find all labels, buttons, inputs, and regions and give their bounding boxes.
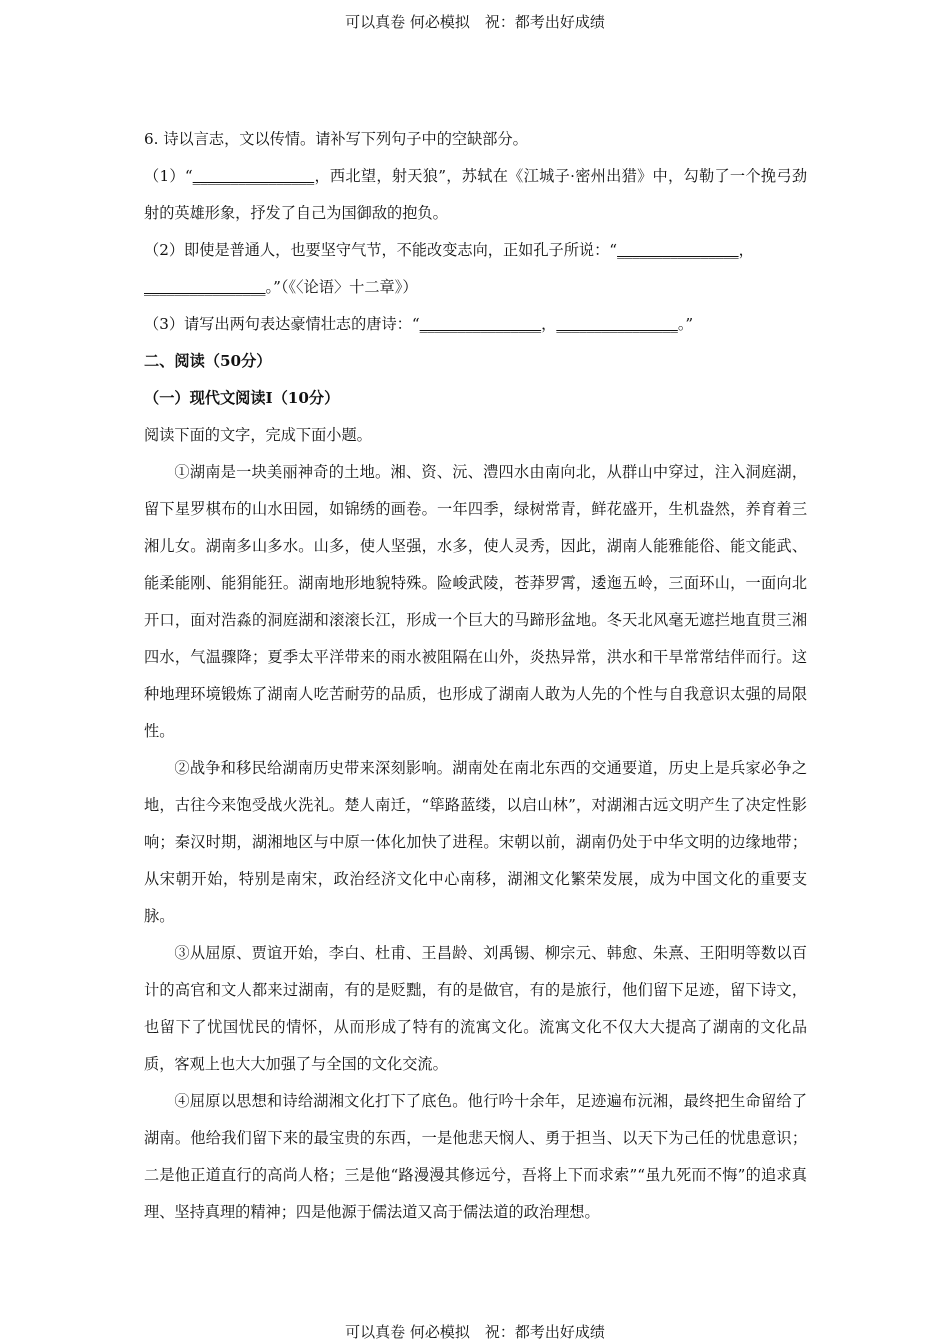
q6-p2-blank-2: ________________: [144, 278, 266, 296]
page-footer: 可以真卷 何必模拟 祝：都考出好成绩: [345, 1323, 605, 1341]
q6-p3-text: （3）请写出两句表达豪情壮志的唐诗：“: [144, 315, 420, 333]
q6-p1-prefix: （1）“: [144, 167, 193, 185]
page-header: 可以真卷 何必模拟 祝：都考出好成绩: [345, 13, 605, 31]
document-body: [144, 121, 807, 1231]
passage-paragraph-4: ④屈原以思想和诗给湖湘文化打下了底色。他行吟十余年，足迹遍布沅湘，最终把生命留给了湖南。他给我们留下来的最宝贵的东西，一是他悲天悯人、勇于担当、以天下为己任的忧患意识；二是他正道直行的高尚人格；三是他“路漫漫其修远兮，吾将上下而求索”“虽九死而不悔”的追求真理、坚持真理的精神；四是他源于儒法道又高于儒法道的政治理想。: [144, 1092, 807, 1221]
q6-p1-rest: ，西北望，射天狼”，苏轼在《江城子·密州出猎》中，勾勒了一个挽弓劲射的英雄形象，抒发了自己为国御敌的抱负。: [144, 167, 808, 222]
question-6-part-2: [144, 232, 807, 306]
q6-p3-comma: ，: [541, 315, 557, 333]
q6-p2-end: 。”（《〈论语〉十二章》）: [265, 278, 418, 296]
q6-p1-blank: ________________: [192, 167, 315, 185]
q6-p3-blank-2: ________________: [556, 315, 678, 333]
q6-p2-text: （2）即使是普通人，也要坚守气节，不能改变志向，正如孔子所说：“: [144, 241, 618, 259]
passage-paragraph-1: ①湖南是一块美丽神奇的土地。湘、资、沅、澧四水由南向北，从群山中穿过，注入洞庭湖，留下星罗棋布的山水田园，如锦绣的画卷。一年四季，绿树常青，鲜花盛开，生机盎然，养育着三湘儿女。湖南多山多水。山多，使人坚强，水多，使人灵秀，因此，湖南人能雅能俗、能文能武、能柔能刚、能狷能狂。湖南地形地貌特殊。险峻武陵，苍莽罗霄，逶迤五岭，三面环山，一面向北开口，面对浩淼的洞庭湖和滚滚长江，形成一个巨大的马蹄形盆地。冬天北风毫无遮拦地直贯三湘四水，气温骤降；夏季太平洋带来的雨水被阻隔在山外，炎热异常，洪水和干旱常常结伴而行。这种地理环境锻炼了湖南人吃苦耐劳的品质，也形成了湖南人敢为人先的个性与自我意识太强的局限性。: [144, 463, 807, 740]
section-2-title: 二、阅读（50分）: [144, 352, 272, 370]
reading-instruction: 阅读下面的文字，完成下面小题。: [144, 426, 372, 444]
q6-p3-blank-1: ________________: [419, 315, 542, 333]
question-6-part-1: [144, 158, 807, 232]
q6-p2-comma: ，: [738, 241, 754, 259]
question-6-part-3: [144, 306, 807, 343]
passage-paragraph-3: ③从屈原、贾谊开始，李白、杜甫、王昌龄、刘禹锡、柳宗元、韩愈、朱熹、王阳明等数以百计的高官和文人都来过湖南，有的是贬黜，有的是做官，有的是旅行，他们留下足迹，留下诗文，也留下了忧国忧民的情怀，从而形成了特有的流寓文化。流寓文化不仅大大提高了湖南的文化品质，客观上也大大加强了与全国的文化交流。: [144, 944, 807, 1073]
q6-p3-end: 。”: [677, 315, 694, 333]
q6-p2-blank-1: ________________: [617, 241, 739, 259]
passage-paragraph-2: ②战争和移民给湖南历史带来深刻影响。湖南处在南北东西的交通要道，历史上是兵家必争之地，古往今来饱受战火洗礼。楚人南迁，“筚路蓝缕，以启山林”，对湖湘古远文明产生了决定性影响；秦汉时期，湖湘地区与中原一体化加快了进程。宋朝以前，湖南仍处于中华文明的边缘地带；从宋朝开始，特别是南宋，政治经济文化中心南移，湖湘文化繁荣发展，成为中国文化的重要支脉。: [144, 759, 807, 925]
question-6-stem: 6. 诗以言志，文以传情。请补写下列句子中的空缺部分。: [144, 130, 528, 148]
section-2-subtitle: （一）现代文阅读Ⅰ（10分）: [144, 389, 340, 407]
